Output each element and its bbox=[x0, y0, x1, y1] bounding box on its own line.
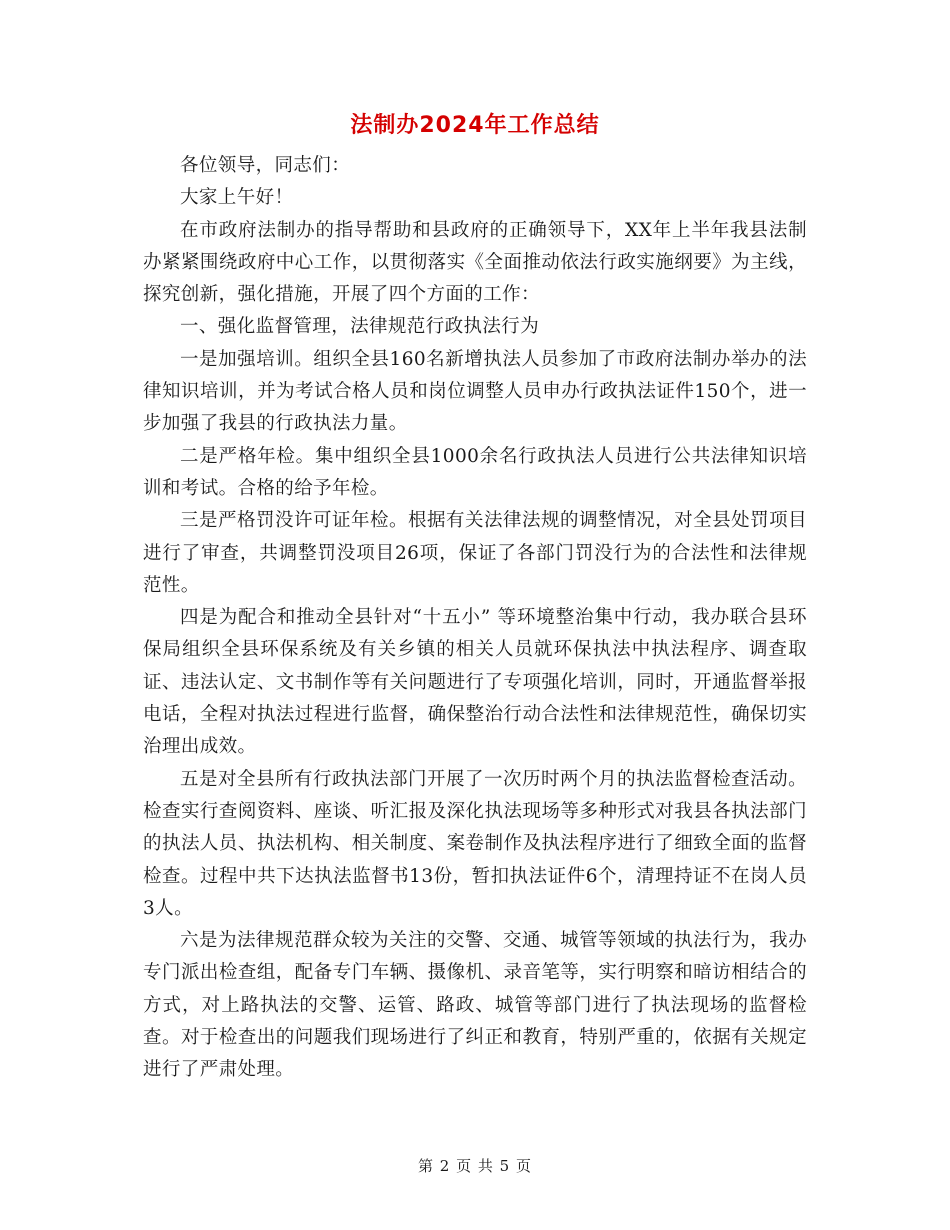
greeting-paragraph: 各位领导，同志们： bbox=[180, 155, 351, 176]
section-heading: 一、强化监督管理，法律规范行政执法行为 bbox=[180, 316, 540, 338]
body-paragraph: 四是为配合和推动全县针对“十五小” 等环境整治集中行动，我办联合县环保局组织全县环保系统及有关乡镇的相关人员就环保执法中执法程序、调查取证、违法认定、文书制作等有关问题进行了专项强化培训，同时，开通监督举报电话，全程对执法过程进行监督，确保整治行动合法性和法律规范性，确保切实治理出成效。 bbox=[143, 607, 807, 758]
opening-paragraph: 大家上午好！ bbox=[180, 187, 294, 209]
body-paragraph: 一是加强培训。组织全县160名新增执法人员参加了市政府法制办举办的法律知识培训，并为考试合格人员和岗位调整人员申办行政执法证件150个，进一步加强了我县的行政执法力量。 bbox=[143, 348, 807, 435]
body-paragraph: 五是对全县所有行政执法部门开展了一次历时两个月的执法监督检查活动。检查实行查阅资料、座谈、听汇报及深化执法现场等多种形式对我县各执法部门的执法人员、执法机构、相关制度、案卷制作及执法程序进行了细致全面的监督检查。过程中共下达执法监督书13份，暂扣执法证件6个，清理持证不在岗人员3人。 bbox=[143, 768, 807, 919]
intro-paragraph: 在市政府法制办的指导帮助和县政府的正确领导下，XX年上半年我县法制办紧紧围绕政府中心工作，以贯彻落实《全面推动依法行政实施纲要》为主线，探究创新，强化措施，开展了四个方面的工作： bbox=[143, 219, 807, 306]
body-paragraph: 六是为法律规范群众较为关注的交警、交通、城管等领域的执法行为，我办专门派出检查组，配备专门车辆、摄像机、录音笔等，实行明察和暗访相结合的方式，对上路执法的交警、运管、路政、城管等部门进行了执法现场的监督检查。对于检查出的问题我们现场进行了纠正和教育，特别严重的，依据有关规定进行了严肃处理。 bbox=[143, 930, 807, 1081]
document-title: 法制办2024年工作总结 bbox=[350, 113, 600, 138]
body-paragraph: 二是严格年检。集中组织全县1000余名行政执法人员进行公共法律知识培训和考试。合格的给予年检。 bbox=[143, 445, 807, 499]
document-body bbox=[143, 150, 807, 1087]
page-number-footer: 第 2 页 共 5 页 bbox=[418, 1157, 532, 1175]
body-paragraph: 三是严格罚没许可证年检。根据有关法律法规的调整情况，对全县处罚项目进行了审查，共调整罚没项目26项，保证了各部门罚没行为的合法性和法律规范性。 bbox=[143, 510, 807, 596]
